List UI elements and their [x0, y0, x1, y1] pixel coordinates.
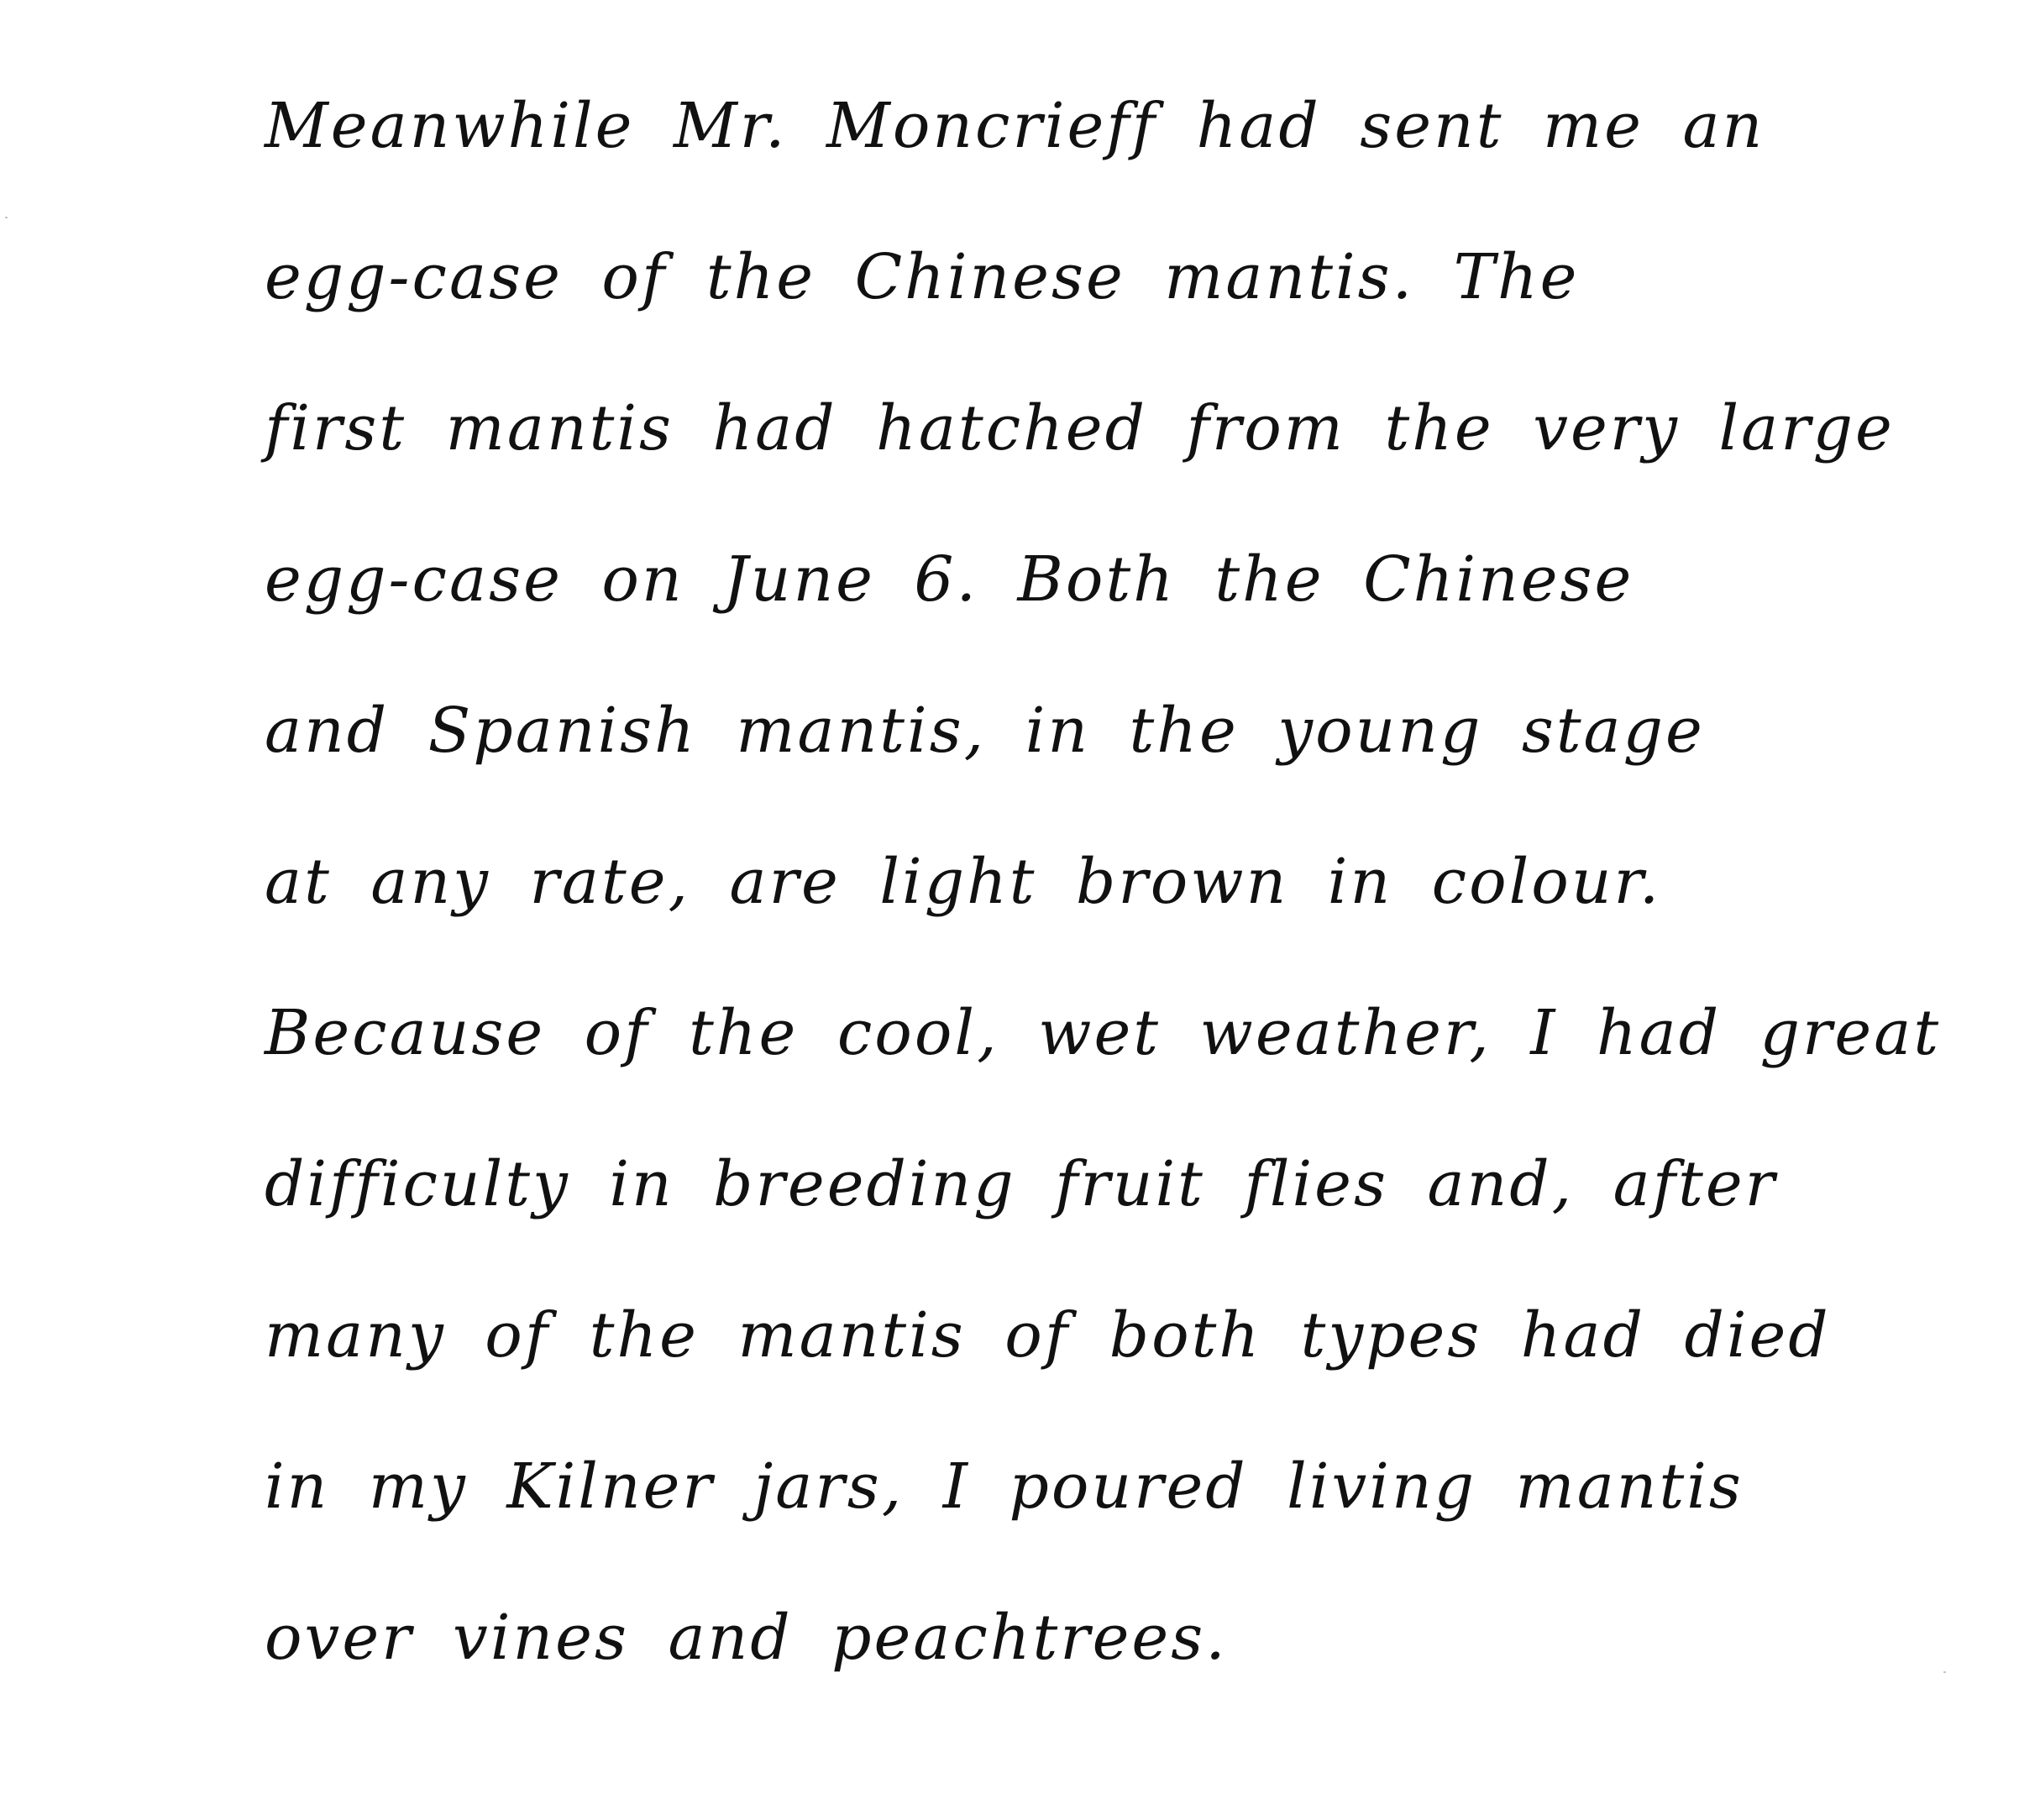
text-line-11: over vines and peachtrees.	[265, 1602, 1228, 1674]
paper-speck	[1943, 1671, 1946, 1673]
text-line-1: Meanwhile Mr. Moncrieff had sent me an	[265, 90, 1765, 162]
paper-speck	[5, 217, 8, 218]
text-line-10: in my Kilner jars, I poured living mantis	[265, 1450, 1744, 1523]
text-line-6: at any rate, are light brown in colour.	[265, 846, 1662, 918]
text-line-2: egg-case of the Chinese mantis. The	[265, 241, 1580, 313]
text-line-3: first mantis had hatched from the very large	[265, 392, 1895, 464]
text-line-5: and Spanish mantis, in the young stage	[265, 695, 1705, 767]
handwritten-text	[265, 50, 1942, 1713]
text-line-7: Because of the cool, wet weather, I had great	[265, 997, 1942, 1069]
text-line-4: egg-case on June 6. Both the Chinese	[265, 543, 1634, 616]
text-line-8: difficulty in breeding fruit flies and, after	[265, 1148, 1778, 1220]
text-line-9: many of the mantis of both types had died	[265, 1299, 1831, 1372]
